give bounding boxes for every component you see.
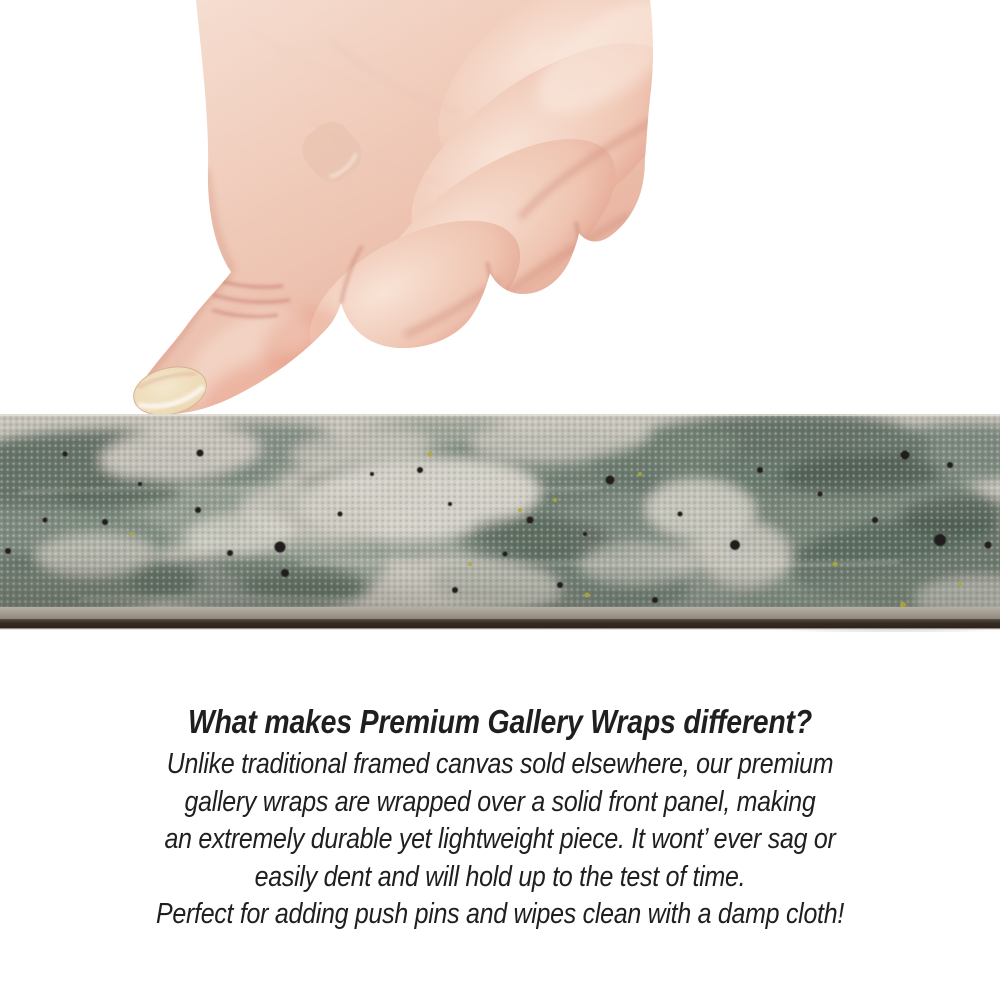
section-heading: What makes Premium Gallery Wraps different? [187, 703, 813, 740]
hand-photo [0, 0, 1000, 420]
body-line: Perfect for adding push pins and wipes clean with a damp cloth! [155, 898, 845, 930]
body-line: easily dent and will hold up to the test of time. [254, 860, 746, 893]
wrap-bevel-edge [0, 607, 1000, 620]
body-line: an extremely durable yet lightweight piece. It wont’ ever sag or [164, 823, 836, 855]
lower-shading [0, 564, 1000, 610]
panel-dark-edge [0, 619, 1000, 629]
body-line: gallery wraps are wrapped over a solid front panel, making [184, 785, 816, 818]
edge-soft-fade [0, 628, 1000, 630]
info-text-block [0, 701, 1000, 934]
top-edge-highlight [0, 414, 1000, 416]
canvas-edge-strip [0, 414, 1000, 632]
body-line: Unlike traditional framed canvas sold elsewhere, our premium [166, 748, 834, 780]
